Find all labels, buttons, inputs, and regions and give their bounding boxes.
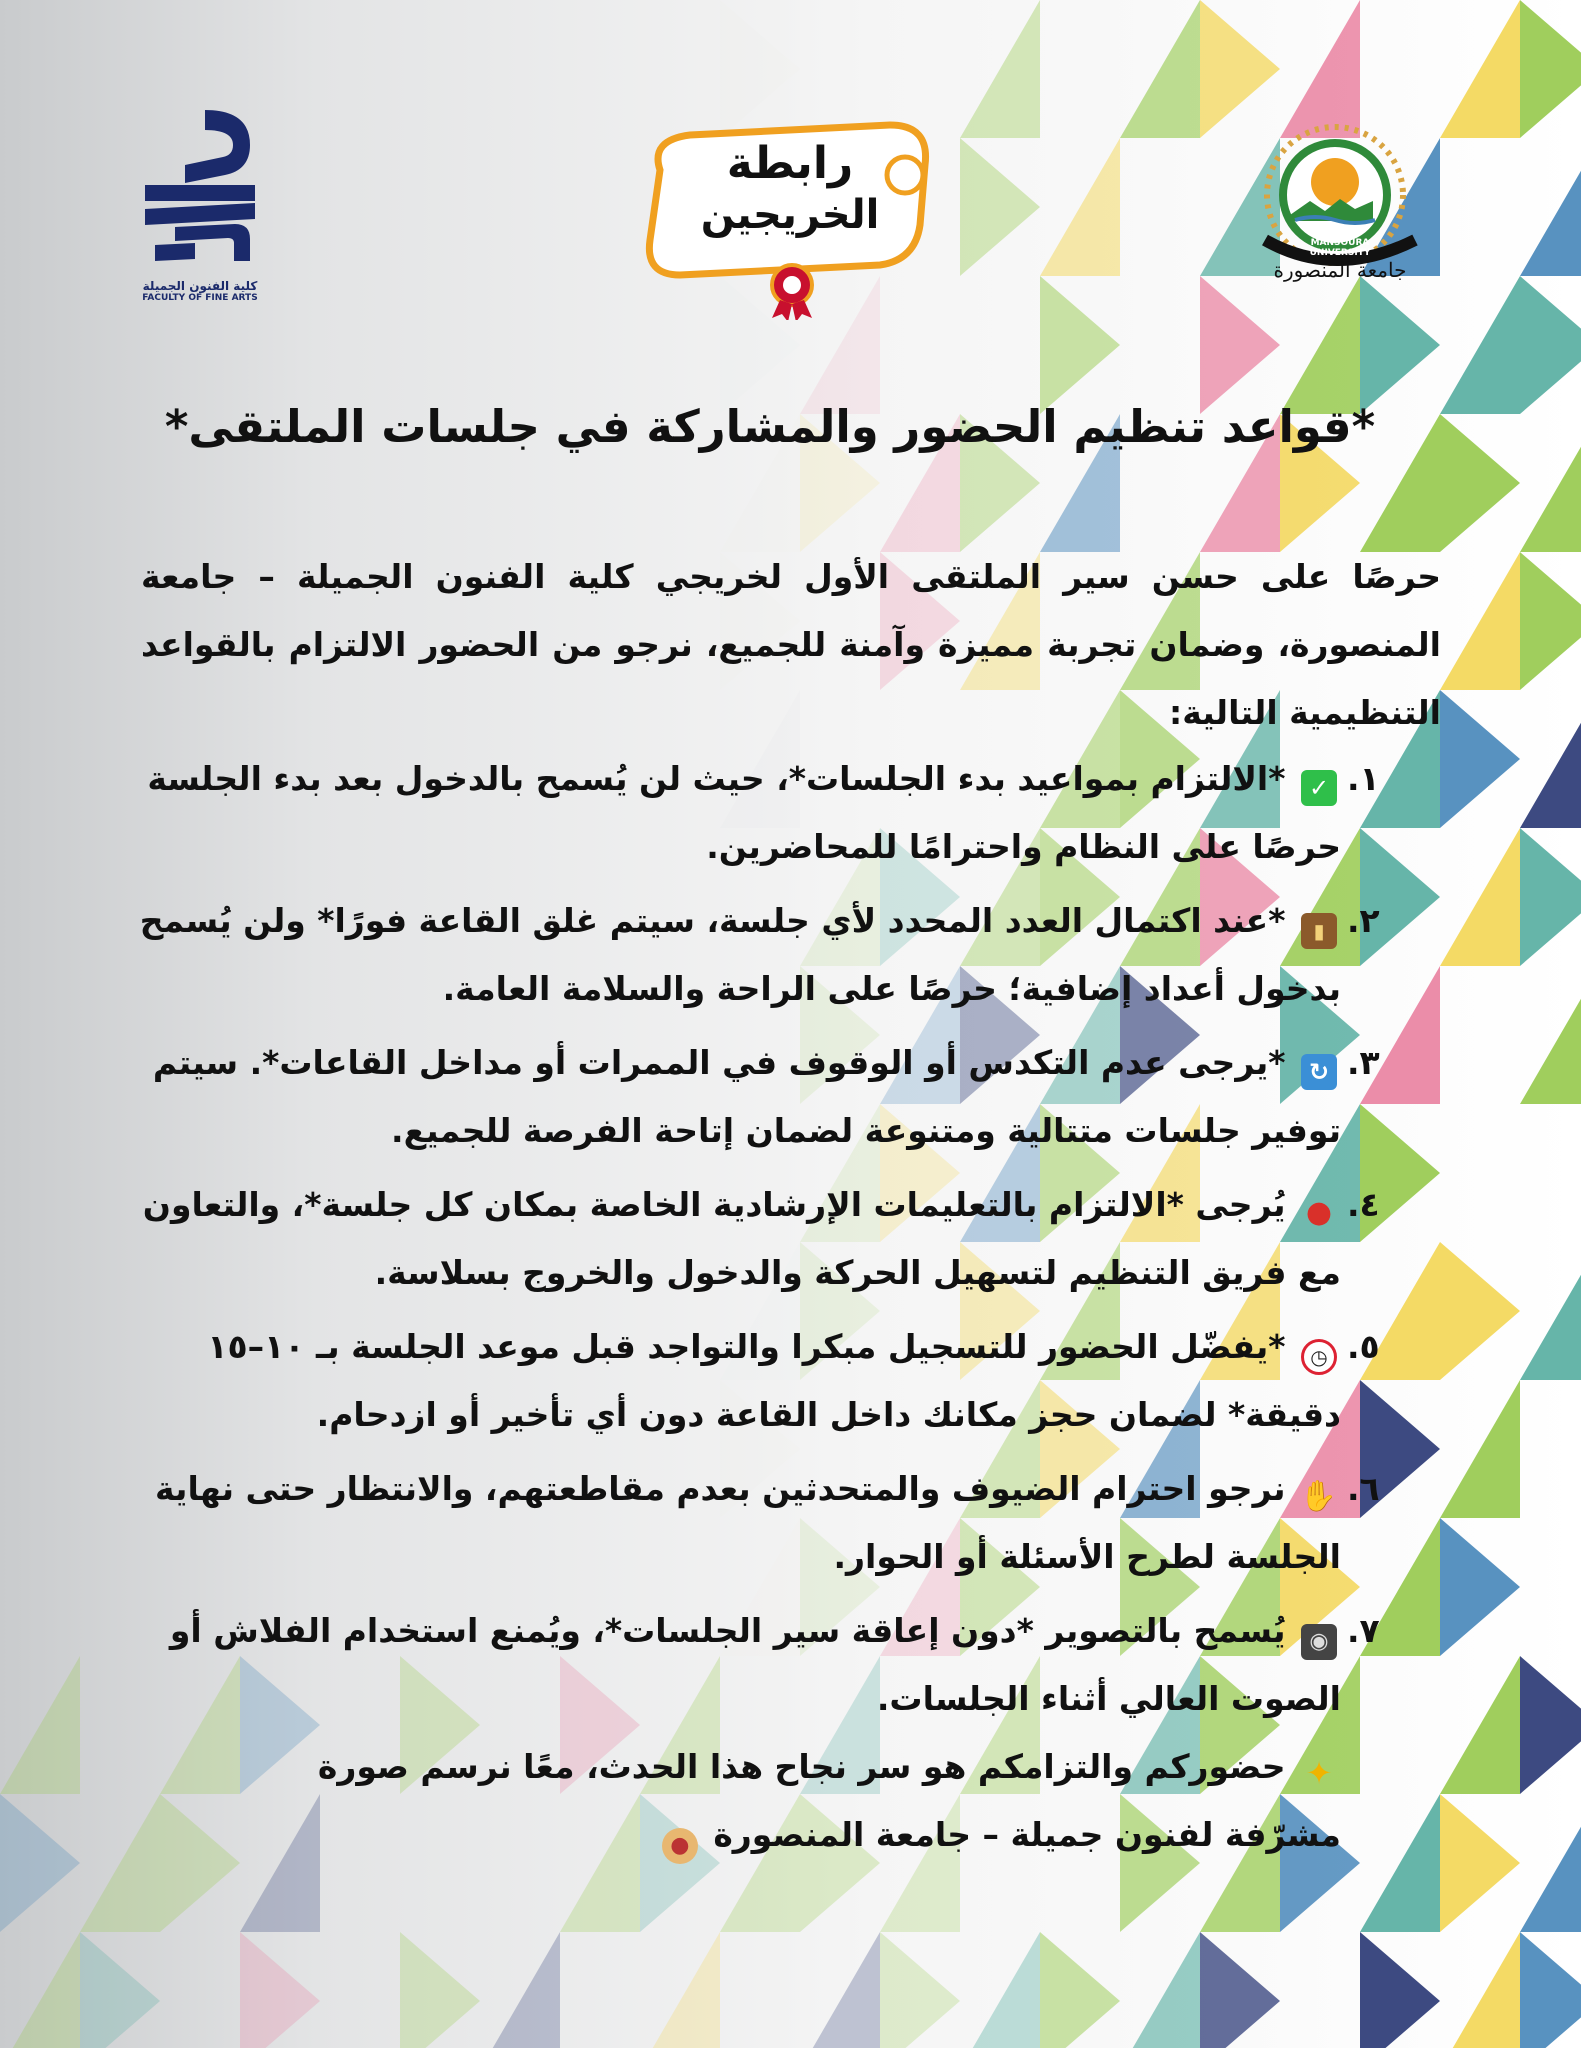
rule-text: *يفضّل الحضور للتسجيل مبكرا والتواجد قبل موعد الجلسة بـ ١٠–١٥ دقيقة* لضمان حجز مكانك داخل القاعة دون أي تأخير أو ازدحام. — [207, 1327, 1341, 1434]
rule-number: ٥. — [1347, 1327, 1380, 1366]
list-item — [111, 1455, 1380, 1591]
pattern-triangle — [1440, 0, 1520, 138]
pattern-triangle — [1280, 0, 1360, 138]
pattern-triangle — [0, 1932, 80, 2048]
mansoura-en-label: MANSOURA UNIVERSITY — [1309, 238, 1371, 258]
pattern-triangle — [1520, 1656, 1581, 1794]
clock-icon: ◷ — [1301, 1339, 1337, 1375]
graduates-league-logo — [640, 110, 940, 320]
rule-text: *الالتزام بمواعيد بدء الجلسات*، حيث لن يُسمح بالدخول بعد بدء الجلسة حرصًا على النظام واحترامًا للمحاضرين. — [147, 759, 1341, 866]
pattern-triangle — [800, 1932, 880, 2048]
pattern-triangle — [80, 1932, 160, 2048]
pattern-triangle — [1120, 1932, 1200, 2048]
pattern-triangle — [0, 1794, 80, 1932]
rule-number: ٦. — [1347, 1469, 1380, 1508]
list-item — [111, 1313, 1380, 1449]
rule-text: يُسمح بالتصوير *دون إعاقة سير الجلسات*، ويُمنع استخدام الفلاش أو الصوت العالي أثناء الجلسات. — [169, 1611, 1341, 1718]
refresh-icon: ↻ — [1301, 1054, 1337, 1090]
pattern-triangle — [960, 138, 1040, 276]
intro-paragraph: حرصًا على حسن سير الملتقى الأول لخريجي كلية الفنون الجميلة – جامعة المنصورة، وضمان تجربة مميزة وآمنة للجميع، نرجو من الحضور الالتزام بالقواعد التنظيمية التالية: — [141, 557, 1441, 732]
pattern-triangle — [1520, 0, 1581, 138]
pattern-triangle — [1520, 966, 1581, 1104]
pattern-triangle — [1440, 414, 1520, 552]
rules-list — [111, 745, 1380, 1739]
pattern-triangle — [1440, 1380, 1520, 1518]
pattern-triangle — [960, 0, 1040, 138]
page-title: *قواعد تنظيم الحضور والمشاركة في جلسات الملتقى* — [164, 400, 1376, 453]
pattern-triangle — [1360, 1794, 1440, 1932]
camera-icon: ◉ — [1301, 1624, 1337, 1660]
door-icon: ▮ — [1301, 913, 1337, 949]
rule-text: يُرجى *الالتزام بالتعليمات الإرشادية الخاصة بمكان كل جلسة*، والتعاون مع فريق التنظيم لتسهيل الحركة والدخول والخروج بسلاسة. — [142, 1185, 1341, 1292]
pattern-triangle — [960, 1932, 1040, 2048]
pattern-triangle — [1200, 0, 1280, 138]
rule-number: ٢. — [1347, 901, 1380, 940]
rule-number: ٣. — [1347, 1043, 1380, 1082]
check-icon: ✓ — [1301, 770, 1337, 806]
rule-number: ٧. — [1347, 1611, 1380, 1650]
league-title-line2: الخريجين — [700, 192, 880, 238]
list-item — [111, 1171, 1380, 1307]
pattern-triangle — [240, 1932, 320, 2048]
pattern-triangle — [1520, 414, 1581, 552]
pattern-triangle — [1120, 0, 1200, 138]
pattern-triangle — [0, 1656, 80, 1794]
pattern-triangle — [1520, 828, 1581, 966]
pattern-triangle — [1440, 1518, 1520, 1656]
pattern-triangle — [1520, 1242, 1581, 1380]
pattern-triangle — [1520, 1794, 1581, 1932]
pattern-triangle — [1440, 1932, 1520, 2048]
pattern-triangle — [1520, 1932, 1581, 2048]
pattern-triangle — [480, 1932, 560, 2048]
rule-text: *عند اكتمال العدد المحدد لأي جلسة، سيتم غلق القاعة فورًا* ولن يُسمح بدخول أعداد إضافية؛ حرصًا على الراحة والسلامة العامة. — [139, 901, 1341, 1008]
pattern-triangle — [1200, 1932, 1280, 2048]
closing-text: حضوركم والتزامكم هو سر نجاح هذا الحدث، معًا نرسم صورة مشرّفة لفنون جميلة – جامعة المنصورة — [317, 1747, 1341, 1854]
list-item — [111, 887, 1380, 1023]
list-item — [111, 745, 1380, 881]
league-title-line1: رابطة — [726, 138, 854, 189]
pattern-triangle — [80, 1794, 160, 1932]
fine-arts-ar-label: كلية الفنون الجميلة — [142, 279, 258, 293]
pin-icon: ● — [1305, 1195, 1333, 1230]
rule-text: *يرجى عدم التكدس أو الوقوف في الممرات أو مداخل القاعات*. سيتم توفير جلسات متتالية ومتنوعة لضمان إتاحة الفرصة للجميع. — [152, 1043, 1341, 1150]
pattern-triangle — [1520, 552, 1581, 690]
list-item — [111, 1029, 1380, 1165]
mansoura-university-logo — [1250, 120, 1430, 300]
pattern-triangle — [1440, 1794, 1520, 1932]
closing-paragraph — [211, 1733, 1341, 1869]
pattern-triangle — [640, 1932, 720, 2048]
pattern-triangle — [1440, 552, 1520, 690]
pattern-triangle — [1520, 138, 1581, 276]
pattern-triangle — [1360, 1932, 1440, 2048]
mansoura-ar-label: جامعة المنصورة — [1273, 258, 1407, 282]
palette-icon: ● — [662, 1828, 698, 1864]
sparkle-icon: ✦ — [1305, 1754, 1333, 1792]
pattern-triangle — [1440, 1242, 1520, 1380]
list-item — [111, 1597, 1380, 1733]
pattern-triangle — [1520, 690, 1581, 828]
pattern-triangle — [400, 1932, 480, 2048]
rule-text: نرجو احترام الضيوف والمتحدثين بعدم مقاطعتهم، والانتظار حتى نهاية الجلسة لطرح الأسئلة أو الحوار. — [155, 1469, 1341, 1576]
fine-arts-en-label: FACULTY OF FINE ARTS — [142, 293, 258, 303]
pattern-triangle — [1440, 1656, 1520, 1794]
pattern-triangle — [1520, 276, 1581, 414]
pattern-triangle — [1440, 828, 1520, 966]
fine-arts-mark-icon — [135, 105, 265, 275]
pattern-triangle — [1040, 1932, 1120, 2048]
rule-number: ٤. — [1347, 1185, 1380, 1224]
pattern-triangle — [1040, 276, 1120, 414]
pattern-triangle — [1040, 138, 1120, 276]
pattern-triangle — [1440, 276, 1520, 414]
pray-icon: ✋ — [1299, 1479, 1337, 1514]
fine-arts-logo — [135, 105, 265, 315]
pattern-triangle — [1440, 690, 1520, 828]
rule-number: ١. — [1347, 759, 1380, 798]
pattern-triangle — [880, 1932, 960, 2048]
